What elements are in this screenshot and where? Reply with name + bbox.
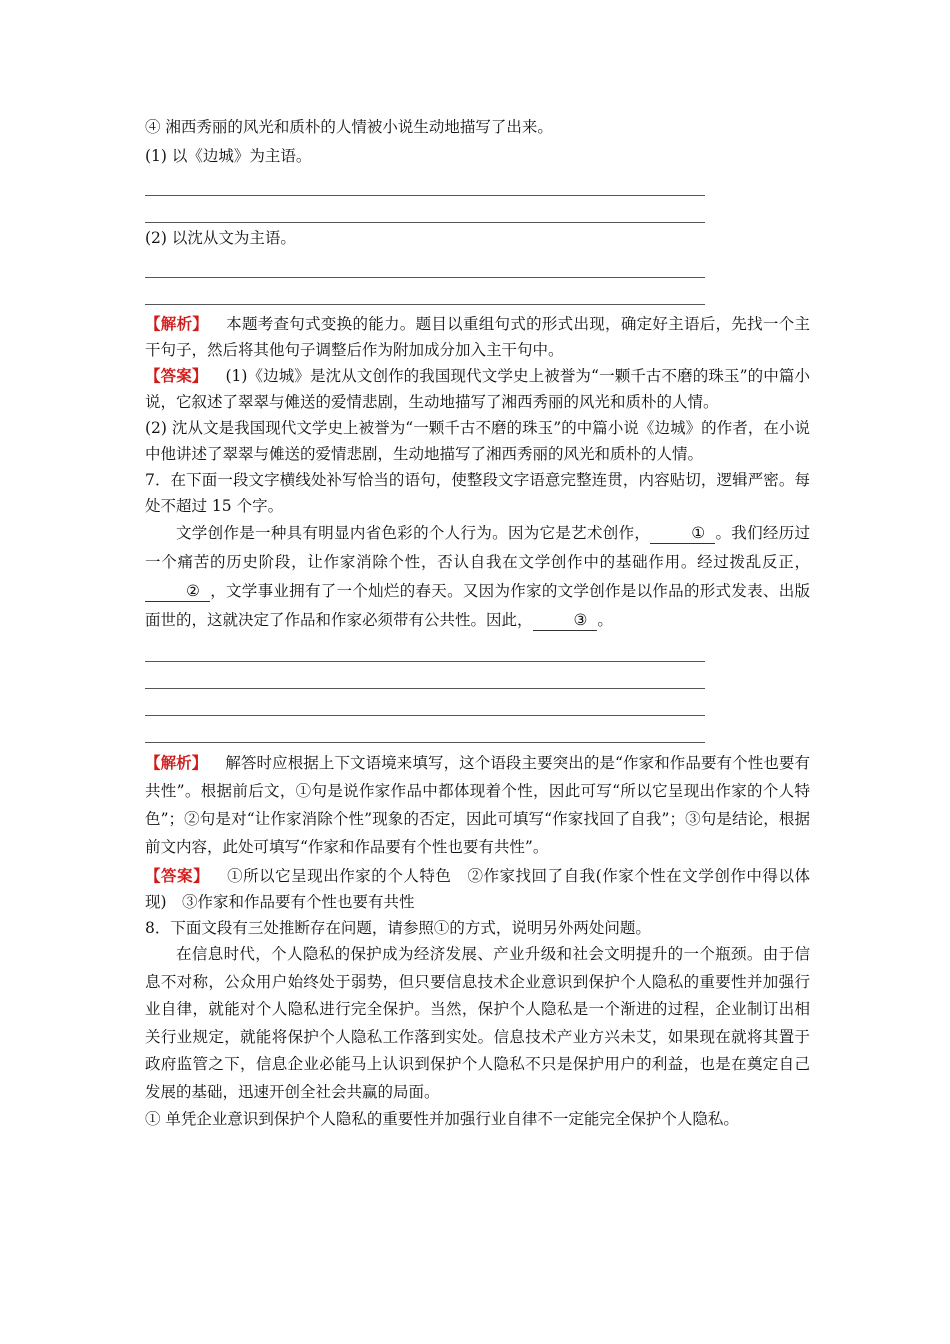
q7-answer [145,863,810,915]
q7-passage-b: 。我们经历过一个痛苦的历史阶段，让作家消除个性，否认自我在文学创作中的基础作用。经过拨乱反正， [145,524,810,571]
gap-2: ② [145,581,210,602]
answer-text: ①所以它呈现出作家的个人特色 ②作家找回了自我(作家个性在文学创作中得以体现) ③作家和作品要有个性也要有共性 [145,867,810,911]
q6-sentence-4: ④ 湘西秀丽的风光和质朴的人情被小说生动地描写了出来。 [145,118,553,136]
answer-blank-line [145,251,705,278]
q8-passage: 在信息时代，个人隐私的保护成为经济发展、产业升级和社会文明提升的一个瓶颈。由于信息不对称，公众用户始终处于弱势，但只要信息技术企业意识到保护个人隐私的重要性并加强行业自律，就能对个人隐私进行完全保护。当然，保护个人隐私是一个渐进的过程，企业制订出相关行业规定，就能将保护个人隐私工作落到实处。信息技术产业方兴未艾，如果现在就将其置于政府监管之下，信息企业必能马上认识到保护个人隐私不只是保护用户的利益，也是在奠定自己发展的基础，迅速开创全社会共赢的局面。 [145,945,810,1101]
answer-blank-line [145,635,705,662]
answer-blank-line [145,169,705,196]
gap-1: ① [650,523,715,544]
gap-3: ③ [533,610,598,631]
answer-blank-line [145,196,705,223]
answer-tag: 【答案】 [145,366,208,385]
q6-answer [145,363,810,415]
q7-passage [145,519,810,635]
q8-stem: 8．下面文段有三处推断存在问题，请参照①的方式，说明另外两处问题。 [145,919,651,937]
q7-stem: 7．在下面一段文字横线处补写恰当的语句，使整段文字语意完整连贯，内容贴切，逻辑严密。每处不超过 15 个字。 [145,471,810,515]
q7-passage-d: 。 [597,611,613,629]
q6-analysis [145,311,810,363]
document-page [145,114,810,1132]
answer-blank-line [145,716,705,743]
analysis-tag: 【解析】 [145,314,209,333]
analysis-text: 本题考查句式变换的能力。题目以重组句式的形式出现，确定好主语后，先找一个主干句子，然后将其他句子调整后作为附加成分加入主干句中。 [145,315,810,359]
answer-blank-line [145,278,705,305]
q6-answer-2: (2) 沈从文是我国现代文学史上被誉为“一颗千古不磨的珠玉”的中篇小说《边城》的作者，在小说中他讲述了翠翠与傩送的爱情悲剧，生动地描写了湘西秀丽的风光和质朴的人情。 [145,419,810,463]
q8-example: ① 单凭企业意识到保护个人隐私的重要性并加强行业自律不一定能完全保护个人隐私。 [145,1110,739,1128]
q7-passage-c: ，文学事业拥有了一个灿烂的春天。又因为作家的文学创作是以作品的形式发表、出版面世的，这就决定了作品和作家必须带有公共性。因此， [145,582,810,629]
answer-tag: 【答案】 [145,866,210,885]
q7-analysis [145,749,810,861]
answer-text-1: (1)《边城》是沈从文创作的我国现代文学史上被誉为“一颗千古不磨的珠玉”的中篇小说，它叙述了翠翠与傩送的爱情悲剧，生动地描写了湘西秀丽的风光和质朴的人情。 [145,367,810,411]
analysis-text: 解答时应根据上下文语境来填写，这个语段主要突出的是“作家和作品要有个性也要有共性”。根据前后文，①句是说作家作品中都体现着个性，因此可写“所以它呈现出作家的个人特色”；②句是对“让作家消除个性”现象的否定，因此可填写“作家找回了自我”；③句是结论，根据前文内容，此处可填写“作家和作品要有个性也要有共性”。 [145,754,810,856]
answer-blank-line [145,662,705,689]
q7-passage-a: 文学创作是一种具有明显内省色彩的个人行为。因为它是艺术创作， [176,524,651,542]
q6-part-2-prompt: (2) 以沈从文为主语。 [145,229,296,247]
answer-blank-line [145,689,705,716]
analysis-tag: 【解析】 [145,753,208,772]
q6-part-1-prompt: (1) 以《边城》为主语。 [145,147,312,165]
